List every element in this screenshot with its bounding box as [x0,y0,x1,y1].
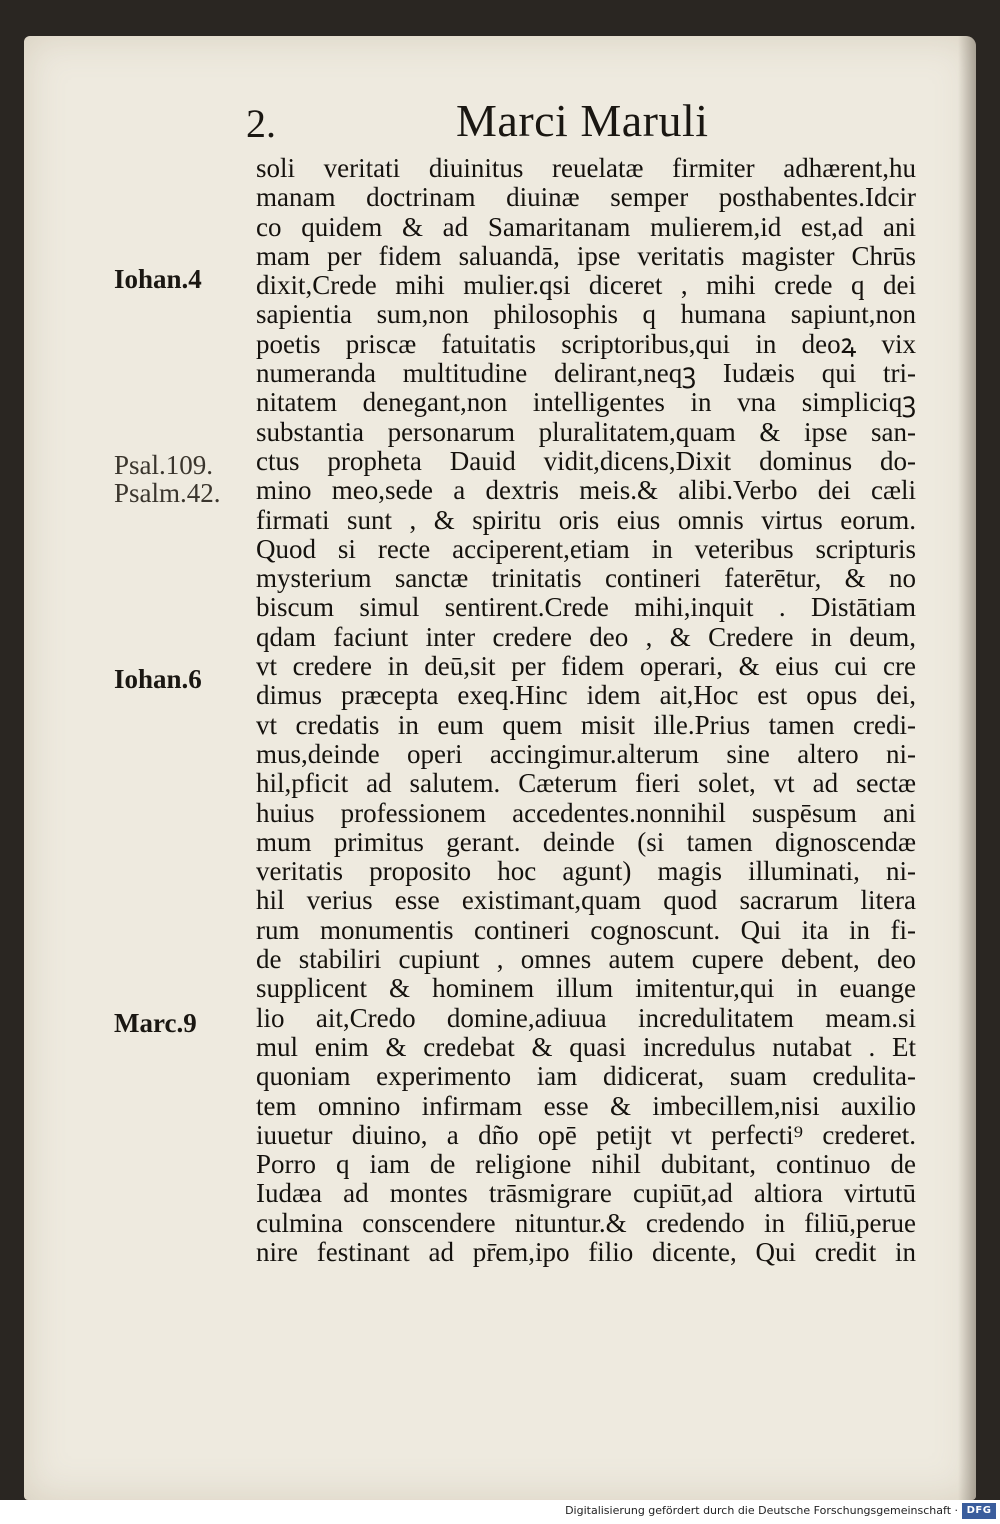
text-line: sapientia sum,non philosophis q humana sapiunt,non [256,299,916,330]
text-line: co quidem & ad Samaritanam mulierem,id est,ad ani [256,211,916,242]
text-line: manam doctrinam diuinæ semper posthabentes.Idcir [256,182,916,213]
text-line: lio ait,Credo domine,adiuua incredulitatem meam.si [256,1002,916,1033]
text-line: ctus propheta Dauid vidit,dicens,Dixit dominus do- [256,445,916,476]
text-line: rum monumentis contineri cognoscunt. Qui ita in fi- [256,914,916,945]
text-line: Iudæa ad montes trāsmigrare cupiūt,ad altiora virtutū [256,1178,916,1209]
text-line: culmina conscendere nituntur.& credendo in filiū,perue [256,1207,916,1238]
footer-bar [0,1500,1000,1524]
text-line: dixit,Crede mihi mulier.qsi diceret , mihi crede q dei [256,270,916,301]
text-line: mino meo,sede a dextris meis.& alibi.Verbo dei cæli [256,475,916,506]
margin-note-psalm-42: Psalm.42. [114,478,221,508]
text-line: mum primitus gerant. deinde (si tamen dignoscendæ [256,826,916,857]
text-line: quoniam experimento iam didicerat, suam credulita- [256,1061,916,1092]
text-line: biscum simul sentirent.Crede mihi,inquit . Distātiam [256,592,916,623]
text-line: qdam faciunt inter credere deo , & Credere in deum, [256,621,916,652]
folio-number: 2. [246,101,276,146]
text-line: mul enim & credebat & quasi incredulus nutabat . Et [256,1031,916,1062]
text-line: substantia personarum pluralitatem,quam & ipse san- [256,416,916,447]
text-line: soli veritati diuinitus reuelatæ firmiter adhærent,hu [256,153,916,183]
margin-note-iohan-6: Iohan.6 [114,664,202,694]
text-line: dimus præcepta exeq.Hinc idem ait,Hoc est opus dei, [256,680,916,711]
page-edge-shadow [958,36,976,1500]
running-title: Marci Maruli [456,95,709,146]
text-line: vt credere in deū,sit per fidem operari, & eius cui cre [256,651,916,682]
text-line: Porro q iam de religione nihil dubitant, continuo de [256,1149,916,1180]
footer-credit: Digitalisierung gefördert durch die Deutsche Forschungsgemeinschaft · [565,1504,958,1517]
margin-note-marc-9: Marc.9 [114,1008,197,1038]
text-line: huius professionem accedentes.nonnihil suspēsum ani [256,797,916,828]
text-line: iuuetur diuino, a dño opē petijt vt perfecti⁹ crederet. [256,1119,916,1150]
text-line: poetis priscæ fatuitatis scriptoribus,qui in deoꝝ vix [256,328,916,359]
margin-note-psal-109: Psal.109. [114,450,214,480]
text-line: nitatem denegant,non intelligentes in vna simpliciqꝫ [256,387,916,418]
body-text [256,154,916,1267]
text-line: hil verius esse existimant,quam quod sacrarum litera [256,885,916,916]
book-page [24,36,976,1500]
text-line: firmati sunt , & spiritu oris eius omnis virtus eorum. [256,504,916,535]
text-line: Quod si recte acciperent,etiam in veteribus scripturis [256,533,916,564]
text-line: nire festinant ad pr̄em,ipo filio dicente, Qui credit in [256,1236,916,1267]
text-line: de stabiliri cupiunt , omnes autem cupere debent, deo [256,944,916,975]
margin-note-iohan-4: Iohan.4 [114,264,202,294]
text-line: mam per fidem saluandā, ipse veritatis magister Chrūs [256,240,916,271]
text-line: mysterium sanctæ trinitatis contineri faterētur, & no [256,563,916,594]
text-line: supplicent & hominem illum imitentur,qui in euange [256,973,916,1004]
dfg-logo: DFG [962,1503,996,1519]
text-line: hil,pficit ad salutem. Cæterum fieri solet, vt ad sectæ [256,768,916,799]
text-line: veritatis proposito hoc agunt) magis illuminati, ni- [256,856,916,887]
text-line: tem omnino infirmam esse & imbecillem,nisi auxilio [256,1090,916,1121]
text-line: vt credatis in eum quem misit ille.Prius tamen credi- [256,709,916,740]
text-line: numeranda multitudine delirant,neqꝫ Iudæis qui tri- [256,358,916,389]
text-line: mus,deinde operi accingimur.alterum sine altero ni- [256,738,916,769]
